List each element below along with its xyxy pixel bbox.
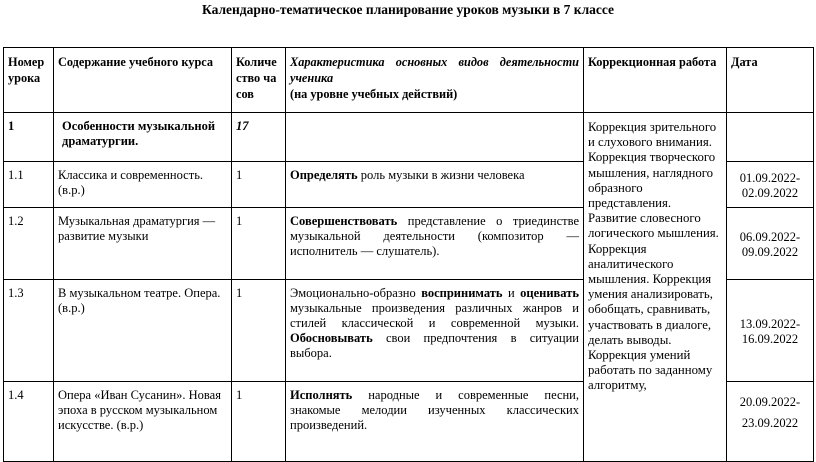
row-content: Опера «Иван Сусанин». Новая эпоха в русском музыкальном искусстве. (в.р.) bbox=[54, 382, 232, 462]
header-hours bbox=[232, 48, 286, 113]
row-content: Музыкальная драматургия — развитие музыки bbox=[54, 208, 232, 280]
section-date bbox=[727, 113, 814, 162]
row-activity bbox=[286, 382, 584, 462]
date-end: 02.09.2022 bbox=[741, 185, 799, 200]
date-end: 23.09.2022 bbox=[741, 416, 799, 430]
row-activity bbox=[286, 280, 584, 382]
row-hours: 1 bbox=[232, 280, 286, 382]
row-date bbox=[727, 162, 814, 208]
section-hours: 17 bbox=[232, 113, 286, 162]
section-num: 1 bbox=[4, 113, 54, 162]
activity-verb: Определять bbox=[290, 168, 358, 182]
row-num: 1.3 bbox=[4, 280, 54, 382]
section-activity bbox=[286, 113, 584, 162]
row-hours: 1 bbox=[232, 382, 286, 462]
page-title: Календарно-тематическое планирование уроков музыки в 7 классе bbox=[201, 2, 615, 17]
date-start: 13.09.2022- bbox=[739, 316, 801, 331]
header-activity-line1: Характеристика основных видов деятельности ученика bbox=[290, 55, 579, 85]
row-hours: 1 bbox=[232, 208, 286, 280]
activity-verb: Обосновывать bbox=[290, 331, 373, 345]
header-activity-line2: (на уровне учебных действий) bbox=[290, 87, 458, 101]
activity-text: свои предпочтения в ситуации выбора. bbox=[290, 331, 579, 360]
row-hours: 1 bbox=[232, 162, 286, 208]
header-activity bbox=[286, 48, 584, 113]
activity-verb: Совершенствовать bbox=[290, 214, 398, 228]
activity-verb: Исполнять bbox=[290, 388, 353, 402]
lesson-plan-table bbox=[3, 47, 814, 462]
header-date: Дата bbox=[727, 48, 814, 113]
section-title-text: Особенности музыкальной драматургии. bbox=[62, 119, 216, 148]
section-row bbox=[4, 113, 814, 162]
section-title bbox=[54, 113, 232, 162]
activity-text: представление о триединстве музыкальной деятельности (композитор — исполнитель — слушатель). bbox=[290, 214, 579, 258]
header-correction: Коррекционная работа bbox=[584, 48, 727, 113]
date-start: 06.09.2022- bbox=[739, 229, 801, 244]
date-end: 16.09.2022 bbox=[741, 331, 799, 346]
row-date bbox=[727, 382, 814, 462]
row-num: 1.4 bbox=[4, 382, 54, 462]
row-date bbox=[727, 208, 814, 280]
header-hours-text: Количество часов bbox=[236, 55, 277, 101]
row-activity bbox=[286, 162, 584, 208]
header-content: Содержание учебного курса bbox=[54, 48, 232, 113]
activity-text: музыкальные произведения различных жанров и стилей классической и современной музыки. bbox=[290, 301, 579, 330]
row-activity bbox=[286, 208, 584, 280]
date-start: 20.09.2022- bbox=[739, 395, 801, 409]
activity-text: роль музыки в жизни человека bbox=[357, 168, 525, 182]
header-num: Номер урока bbox=[4, 48, 54, 113]
row-content: Классика и современность. (в.р.) bbox=[54, 162, 232, 208]
row-num: 1.1 bbox=[4, 162, 54, 208]
activity-text: Эмоционально-образно bbox=[290, 286, 422, 300]
row-date bbox=[727, 280, 814, 382]
activity-verb: оценивать bbox=[520, 286, 579, 300]
activity-text: и bbox=[502, 286, 521, 300]
activity-verb: воспринимать bbox=[421, 286, 503, 300]
header-row bbox=[4, 48, 814, 113]
date-start: 01.09.2022- bbox=[739, 170, 801, 185]
row-num: 1.2 bbox=[4, 208, 54, 280]
correction-cell: Коррекция зрительного и слухового внимания. Коррекция творческого мышления, наглядного образного представления. Развитие словесного логического мышления. Коррекция аналитического мышления. Коррекция умения анализировать, обобщать, сравнивать, участвовать в диалоге, делать выводы. Коррекция умений работать по заданному алгоритму, bbox=[584, 113, 727, 462]
date-end: 09.09.2022 bbox=[741, 244, 799, 259]
row-content: В музыкальном театре. Опера. (в.р.) bbox=[54, 280, 232, 382]
activity-text: народные и современные песни, знакомые мелодии изученных классических произведений. bbox=[290, 388, 579, 432]
